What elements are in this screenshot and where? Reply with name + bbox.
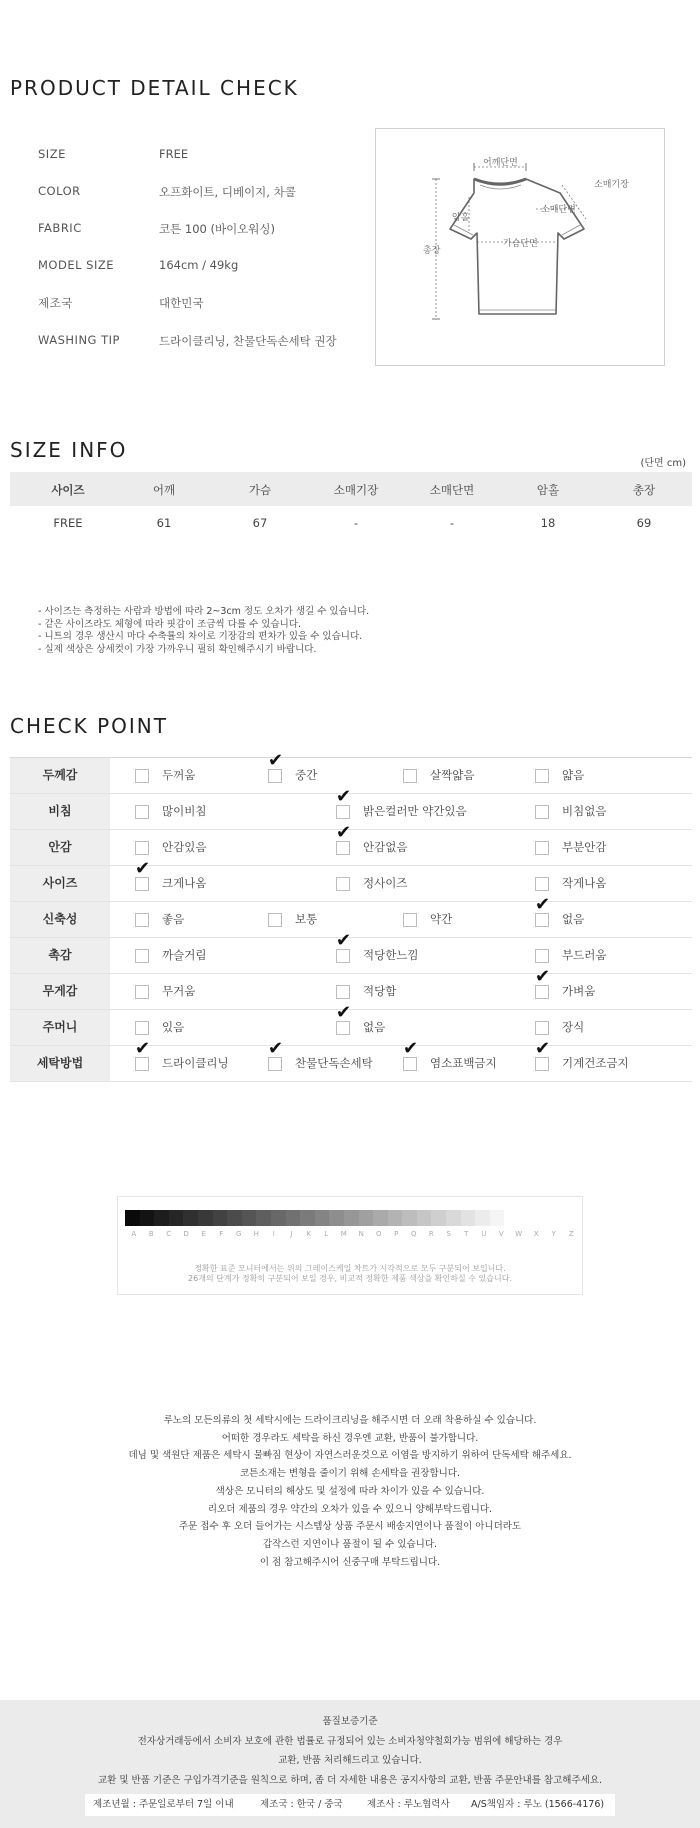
size-cell: 18 <box>540 516 556 530</box>
checkbox[interactable] <box>336 805 350 819</box>
size-cell: FREE <box>53 516 83 530</box>
checkbox[interactable] <box>336 1021 350 1035</box>
notice-line: 이 점 참고해주시어 신중구매 부탁드립니다. <box>259 1556 441 1568</box>
check-row <box>10 1038 692 1082</box>
grayscale-swatch <box>402 1210 417 1226</box>
grayscale-swatch <box>359 1210 374 1226</box>
size-note: - 실제 색상은 상세컷이 가장 가까우니 필히 확인해주시기 바랍니다. <box>38 643 317 655</box>
notice-line: 데님 및 색원단 제품은 세탁시 물빠짐 현상이 자연스러운것으로 이염을 방지하기 위하여 단독세탁 해주세요. <box>128 1450 572 1462</box>
grayscale-letter: Y <box>551 1230 556 1238</box>
check-row-label: 신축성 <box>10 902 110 937</box>
grayscale-swatch <box>227 1210 242 1226</box>
grayscale-letter: D <box>183 1230 189 1238</box>
grayscale-swatch <box>344 1210 359 1226</box>
check-option-label: 비침없음 <box>562 804 607 818</box>
size-cell: - <box>449 516 455 530</box>
checkbox[interactable] <box>535 805 549 819</box>
checkbox[interactable] <box>336 841 350 855</box>
footer-maker: 제조사 : 루노협력사 <box>367 1799 450 1810</box>
grayscale-letter: H <box>253 1230 259 1238</box>
size-cell: 69 <box>636 516 652 530</box>
grayscale-swatch <box>154 1210 169 1226</box>
check-mark-icon: ✔ <box>535 1038 551 1059</box>
sleeve-width-label: 소매단면 <box>541 205 576 215</box>
detail-row-model-size <box>38 258 368 278</box>
grayscale-letter: U <box>481 1230 487 1238</box>
check-option-label: 크게나옴 <box>162 876 207 890</box>
check-option-label: 부드러움 <box>562 948 607 962</box>
grayscale-swatch <box>431 1210 446 1226</box>
shoulder-label: 어깨단면 <box>483 158 518 168</box>
grayscale-swatch <box>242 1210 257 1226</box>
footer-info-box <box>85 1794 615 1816</box>
check-option-label: 안감있음 <box>162 840 207 854</box>
size-cell: - <box>353 516 359 530</box>
quality-footer <box>0 1700 700 1828</box>
check-option-label: 염소표백금지 <box>430 1056 497 1070</box>
grayscale-letter: I <box>272 1230 275 1238</box>
check-mark-icon: ✔ <box>336 786 352 807</box>
notice-line: 갑작스런 지연이나 품절이 될 수 있습니다. <box>262 1538 438 1550</box>
check-row <box>10 822 692 866</box>
grayscale-letter: T <box>464 1230 469 1238</box>
checkbox[interactable] <box>135 841 149 855</box>
size-note: - 니트의 경우 생산시 마다 수축률의 차이로 기장감의 편차가 있을 수 있습니다. <box>38 631 363 642</box>
footer-line: 교환 및 반품 기준은 구입가격기준을 원칙으로 하며, 좀 더 자세한 내용은 공지사항의 교환, 반품 주문안내를 참고해주세요. <box>97 1774 603 1786</box>
checkbox[interactable] <box>268 913 282 927</box>
check-row-label: 두께감 <box>10 758 110 793</box>
grayscale-swatch <box>140 1210 155 1226</box>
check-option-label: 까슬거림 <box>162 948 207 962</box>
footer-heading: 품질보증기준 <box>322 1716 378 1727</box>
detail-value: 코튼 100 (바이오워싱) <box>159 222 275 236</box>
grayscale-swatch <box>461 1210 476 1226</box>
check-option-label: 많이비침 <box>162 804 207 818</box>
check-row-label: 비침 <box>10 794 110 829</box>
grayscale-swatch <box>388 1210 403 1226</box>
checkbox[interactable] <box>403 913 417 927</box>
grayscale-letter: W <box>515 1230 523 1238</box>
grayscale-swatch <box>183 1210 198 1226</box>
check-option-label: 드라이클리닝 <box>162 1056 229 1070</box>
check-option-label: 적당함 <box>363 984 397 998</box>
footer-line: 전자상거래등에서 소비자 보호에 관한 법률로 규정되어 있는 소비자청약철회가능 범위에 해당하는 경우 <box>137 1735 563 1747</box>
size-header-cell: 가슴 <box>248 483 272 497</box>
detail-row-washing-tip <box>38 333 368 353</box>
check-row-label: 사이즈 <box>10 866 110 901</box>
sleeve-length-label: 소매기장 <box>594 180 629 190</box>
checkbox[interactable] <box>135 1057 149 1071</box>
detail-value: 164cm / 49kg <box>159 258 239 272</box>
detail-row-country <box>38 295 368 315</box>
checkbox[interactable] <box>403 1057 417 1071</box>
check-option-label: 부분안감 <box>562 840 607 854</box>
checkbox[interactable] <box>135 769 149 783</box>
grayscale-letter: M <box>340 1230 347 1238</box>
size-header-cell: 소매단면 <box>429 483 475 497</box>
checkbox[interactable] <box>135 949 149 963</box>
check-option-label: 좋음 <box>162 912 185 926</box>
notice-line: 주문 접수 후 오더 들어가는 시스템상 상품 주문시 배송지연이나 품절이 아니더라도 <box>178 1521 522 1533</box>
check-option-label: 두꺼움 <box>162 768 196 782</box>
total-length-label: 총장 <box>423 246 441 256</box>
check-mark-icon: ✔ <box>135 858 151 879</box>
checkbox[interactable] <box>535 1057 549 1071</box>
grayscale-letter: X <box>533 1230 539 1238</box>
grayscale-letter: J <box>290 1230 293 1238</box>
check-mark-icon: ✔ <box>403 1038 419 1059</box>
notice-line: 색상은 모니터의 해상도 및 설정에 따라 차이가 있을 수 있습니다. <box>215 1485 485 1497</box>
size-note: - 사이즈는 측정하는 사람과 방법에 따라 2~3cm 정도 오차가 생길 수 있습니다. <box>38 606 370 617</box>
grayscale-letter: R <box>428 1230 434 1238</box>
size-note: - 같은 사이즈라도 체형에 따라 핏감이 조금씩 다를 수 있습니다. <box>38 618 302 630</box>
grayscale-letter: B <box>148 1230 154 1238</box>
grayscale-letter: F <box>219 1230 224 1238</box>
footer-line: 교환, 반품 처리해드리고 있습니다. <box>278 1755 422 1766</box>
checkbox[interactable] <box>336 949 350 963</box>
checkbox[interactable] <box>268 1057 282 1071</box>
size-cell: 67 <box>252 516 268 530</box>
grayscale-swatch <box>271 1210 286 1226</box>
footer-manufacture-date: 제조년월 : 주문일로부터 7일 이내 <box>93 1799 234 1810</box>
check-option-label: 찬물단독손세탁 <box>295 1056 373 1070</box>
chest-label: 가슴단면 <box>503 239 538 249</box>
check-mark-icon: ✔ <box>336 1002 352 1023</box>
check-option-label: 기계건조금지 <box>562 1056 629 1070</box>
grayscale-letter: A <box>131 1230 137 1238</box>
check-mark-icon: ✔ <box>535 966 551 987</box>
detail-value: FREE <box>159 147 189 161</box>
size-header-cell: 암홀 <box>536 483 560 497</box>
grayscale-letter: E <box>201 1230 206 1238</box>
check-option-label: 얇음 <box>562 768 585 782</box>
checkbox[interactable] <box>535 1021 549 1035</box>
check-row <box>10 858 692 902</box>
checkbox[interactable] <box>535 985 549 999</box>
detail-key: COLOR <box>38 184 81 198</box>
product-detail-title: PRODUCT DETAIL CHECK <box>10 76 299 100</box>
footer-country: 제조국 : 한국 / 중국 <box>260 1799 343 1810</box>
check-mark-icon: ✔ <box>135 1038 151 1059</box>
check-mark-icon: ✔ <box>535 894 551 915</box>
check-mark-icon: ✔ <box>336 822 352 843</box>
checkbox[interactable] <box>535 913 549 927</box>
armhole-label: 암홀 <box>452 213 470 223</box>
grayscale-swatch <box>475 1210 490 1226</box>
notice-line: 코튼소재는 변형을 줄이기 위해 손세탁을 권장합니다. <box>239 1468 460 1480</box>
grayscale-letter: O <box>375 1230 382 1238</box>
check-option-label: 약간 <box>430 912 453 926</box>
check-mark-icon: ✔ <box>268 1038 284 1059</box>
checkbox[interactable] <box>403 769 417 783</box>
grayscale-swatch <box>373 1210 388 1226</box>
size-table-header <box>10 472 692 506</box>
size-notes <box>38 606 369 656</box>
check-row-label: 안감 <box>10 830 110 865</box>
grayscale-letter: K <box>306 1230 312 1238</box>
detail-key: SIZE <box>38 147 66 161</box>
detail-value: 오프화이트, 디베이지, 차콜 <box>159 185 296 199</box>
check-option-label: 살짝얇음 <box>430 768 475 782</box>
check-option-label: 무거움 <box>162 984 196 998</box>
size-cell: 61 <box>156 516 172 530</box>
tshirt-diagram <box>375 128 665 366</box>
size-header-cell: 총장 <box>632 483 656 497</box>
check-option-label: 안감없음 <box>363 840 408 854</box>
size-table-row <box>10 506 692 540</box>
checkbox[interactable] <box>535 949 549 963</box>
grayscale-letter: V <box>498 1230 504 1238</box>
check-row-label: 촉감 <box>10 938 110 973</box>
detail-key: 제조국 <box>38 296 73 310</box>
checkbox[interactable] <box>268 769 282 783</box>
size-info-title: SIZE INFO <box>10 438 128 462</box>
grayscale-swatch <box>213 1210 228 1226</box>
check-option-label: 밝은컬러만 약간있음 <box>363 804 467 818</box>
notice-text <box>0 1412 700 1571</box>
check-mark-icon: ✔ <box>268 750 284 771</box>
detail-value: 대한민국 <box>159 296 204 310</box>
checkbox[interactable] <box>135 1021 149 1035</box>
notice-line: 어떠한 경우라도 세탁을 하신 경우엔 교환, 반품이 불가합니다. <box>221 1432 479 1444</box>
size-header-cell: 어깨 <box>152 483 176 497</box>
grayscale-swatch <box>125 1210 140 1226</box>
checkbox[interactable] <box>535 877 549 891</box>
grayscale-letter: P <box>394 1230 399 1238</box>
check-option-label: 중간 <box>295 768 318 782</box>
checkbox[interactable] <box>135 877 149 891</box>
grayscale-swatch <box>286 1210 301 1226</box>
grayscale-letter: C <box>166 1230 172 1238</box>
notice-line: 루노의 모든의류의 첫 세탁시에는 드라이크리닝을 해주시면 더 오래 착용하실 수 있습니다. <box>163 1415 537 1426</box>
check-row <box>10 930 692 974</box>
checkbox[interactable] <box>135 805 149 819</box>
grayscale-note: 정확한 표준 모니터에서는 위의 그레이스케일 차트가 시각적으로 모두 구분되어 보입니다. <box>194 1264 506 1273</box>
checkbox[interactable] <box>336 877 350 891</box>
checkbox[interactable] <box>535 841 549 855</box>
checkbox[interactable] <box>135 985 149 999</box>
grayscale-letter: L <box>324 1230 329 1238</box>
grayscale-letter: Q <box>410 1230 417 1238</box>
grayscale-swatch <box>169 1210 184 1226</box>
footer-text <box>0 1712 700 1790</box>
grayscale-letter: S <box>446 1230 451 1238</box>
detail-value: 드라이클리닝, 찬물단독손세탁 권장 <box>159 334 337 348</box>
grayscale-letter: G <box>236 1230 242 1238</box>
grayscale-note: 26개의 단계가 정확히 구분되어 보일 경우, 비교적 정확한 제품 색상을 확인하실 수 있습니다. <box>188 1274 512 1283</box>
check-option-label: 있음 <box>162 1020 185 1034</box>
grayscale-letter: N <box>358 1230 364 1238</box>
detail-row-size <box>38 147 368 167</box>
check-row-label: 무게감 <box>10 974 110 1009</box>
grayscale-swatch <box>315 1210 330 1226</box>
check-option-label: 정사이즈 <box>363 876 408 890</box>
grayscale-letter: Z <box>568 1230 574 1238</box>
grayscale-swatch <box>256 1210 271 1226</box>
grayscale-swatch <box>329 1210 344 1226</box>
check-row <box>10 1002 692 1046</box>
check-option-label: 작게나옴 <box>562 876 607 890</box>
grayscale-swatch <box>300 1210 315 1226</box>
grayscale-swatch <box>446 1210 461 1226</box>
check-mark-icon: ✔ <box>336 930 352 951</box>
check-row-label: 세탁방법 <box>10 1046 110 1081</box>
check-option-label: 적당한느낌 <box>363 948 419 962</box>
notice-line: 리오더 제품의 경우 약간의 오차가 있을 수 있으니 양해부탁드립니다. <box>207 1503 493 1515</box>
detail-key: FABRIC <box>38 221 82 235</box>
checkbox[interactable] <box>135 913 149 927</box>
detail-key: MODEL SIZE <box>38 258 114 272</box>
checkbox[interactable] <box>336 985 350 999</box>
size-unit: (단면 cm) <box>640 458 686 469</box>
check-point-table <box>10 750 692 1082</box>
size-header-cell: 소매기장 <box>333 483 379 497</box>
grayscale-letters <box>125 1230 580 1238</box>
footer-as-contact: A/S책임자 : 루노 (1566-4176) <box>471 1799 605 1810</box>
checkbox[interactable] <box>535 769 549 783</box>
grayscale-chart <box>117 1196 583 1295</box>
grayscale-swatch <box>417 1210 432 1226</box>
size-header-cell: 사이즈 <box>51 483 85 497</box>
check-option-label: 보통 <box>295 912 318 926</box>
check-option-label: 가벼움 <box>562 984 596 998</box>
grayscale-bar <box>125 1210 504 1226</box>
detail-key: WASHING TIP <box>38 333 120 347</box>
grayscale-swatch <box>198 1210 213 1226</box>
detail-row-fabric <box>38 221 368 241</box>
check-row-label: 주머니 <box>10 1010 110 1045</box>
detail-row-color <box>38 184 368 204</box>
check-point-title: CHECK POINT <box>10 714 168 738</box>
check-option-label: 없음 <box>562 912 585 926</box>
grayscale-swatch <box>490 1210 505 1226</box>
check-option-label: 없음 <box>363 1020 386 1034</box>
check-option-label: 장식 <box>562 1020 585 1034</box>
